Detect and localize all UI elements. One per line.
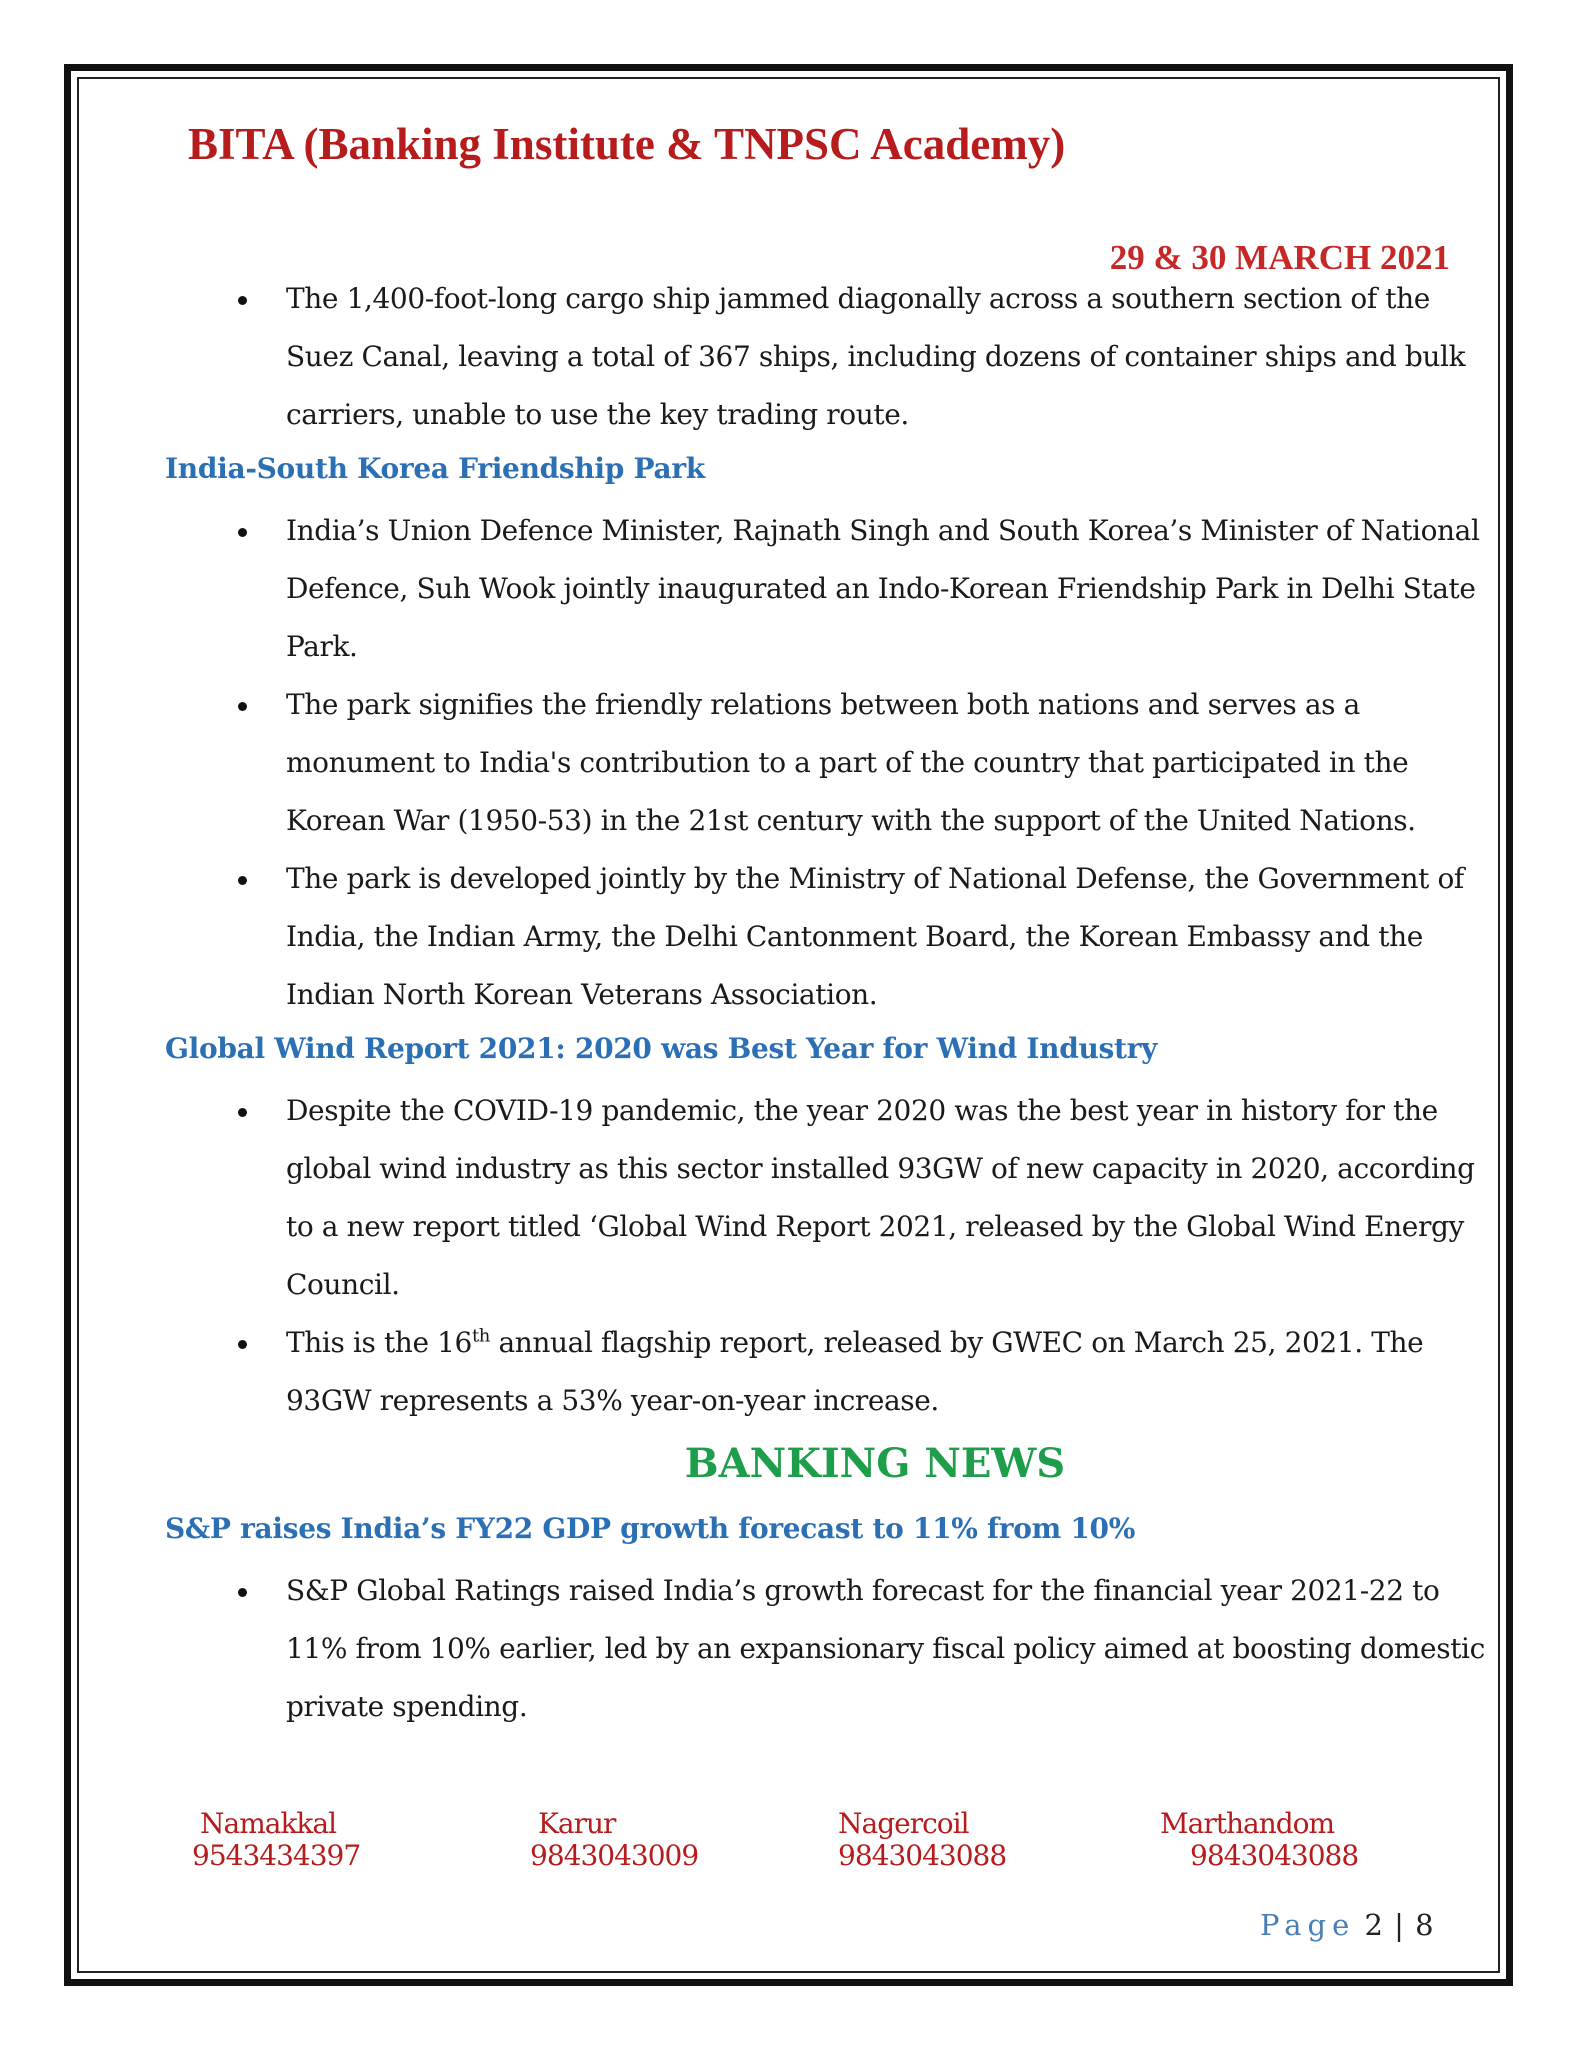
page-separator: |: [1394, 1908, 1406, 1942]
bullet-line: to a new report titled ‘Global Wind Report 2021, released by the Global Wind Energy: [286, 1210, 1464, 1243]
bullet-line: private spending.: [286, 1690, 528, 1723]
branch-city: Marthandom: [1160, 1807, 1335, 1840]
bullet-line: Korean War (1950-53) in the 21st century with the support of the United Nations.: [286, 804, 1416, 837]
bullet-dot: [238, 876, 247, 885]
bullet-flagship-report: [220, 1314, 1470, 1430]
bullet-line: Council.: [286, 1268, 400, 1301]
heading-india-korea-park: India-South Korea Friendship Park: [165, 452, 705, 485]
branch-city: Nagercoil: [838, 1807, 969, 1840]
bullet-line: monument to India's contribution to a part of the country that participated in the: [286, 746, 1409, 779]
bullet-line: Despite the COVID-19 pandemic, the year 2020 was the best year in history for the: [286, 1094, 1438, 1127]
bullet-sp-ratings: [220, 1562, 1485, 1736]
bullet-dot: [238, 1588, 247, 1597]
footer-branch-namakkal: [200, 1808, 336, 1840]
heading-global-wind-report: Global Wind Report 2021: 2020 was Best Year for Wind Industry: [165, 1032, 1158, 1065]
page-total: 8: [1415, 1908, 1436, 1942]
branch-phone: 9843043009: [530, 1839, 699, 1872]
bullet-line: 11% from 10% earlier, led by an expansionary fiscal policy aimed at boosting domestic: [286, 1632, 1485, 1665]
footer-branch-karur: [538, 1808, 615, 1840]
bullet-line: 93GW represents a 53% year-on-year increase.: [286, 1384, 939, 1417]
bullet-dot: [238, 702, 247, 711]
footer-phone-marthandom: [1190, 1840, 1358, 1872]
footer-phone-nagercoil: [838, 1840, 1006, 1872]
branch-phone: 9843043088: [1190, 1839, 1359, 1872]
footer-branch-nagercoil: [838, 1808, 969, 1840]
bullet-line: Indian North Korean Veterans Association.: [286, 978, 878, 1011]
bullet-dot: [238, 1340, 247, 1349]
bullet-line: S&P Global Ratings raised India’s growth forecast for the financial year 2021-22 to: [286, 1574, 1440, 1607]
bullet-line: carriers, unable to use the key trading route.: [286, 398, 909, 431]
bullet-line: Suez Canal, leaving a total of 367 ships, including dozens of container ships and bulk: [286, 340, 1466, 373]
bullet-line: [220, 1314, 1470, 1372]
page-word: Page: [1260, 1908, 1356, 1942]
flagship-text-after: annual flagship report, released by GWEC on March 25, 2021. The: [489, 1326, 1424, 1359]
bullet-wind-best-year: [220, 1082, 1475, 1314]
bullet-line: Defence, Suh Wook jointly inaugurated an Indo-Korean Friendship Park in Delhi State: [286, 572, 1476, 605]
bullet-line: India, the Indian Army, the Delhi Cantonment Board, the Korean Embassy and the: [286, 920, 1423, 953]
footer-phone-namakkal: [192, 1840, 360, 1872]
page-number: [1260, 1908, 1436, 1942]
page-current: 2: [1364, 1908, 1385, 1942]
branch-phone: 9543434397: [192, 1839, 361, 1872]
branch-phone: 9843043088: [838, 1839, 1007, 1872]
footer-phone-karur: [530, 1840, 698, 1872]
bullet-line: The park is developed jointly by the Ministry of National Defense, the Government of: [286, 862, 1464, 895]
branch-city: Karur: [538, 1807, 616, 1840]
bullet-line: The park signifies the friendly relations between both nations and serves as a: [286, 688, 1360, 721]
bullet-dot: [238, 1108, 247, 1117]
bullet-park-inauguration: [220, 502, 1480, 676]
issue-date: 29 & 30 MARCH 2021: [1109, 238, 1450, 277]
bullet-line: The 1,400-foot-long cargo ship jammed diagonally across a southern section of the: [286, 282, 1430, 315]
bullet-line: India’s Union Defence Minister, Rajnath Singh and South Korea’s Minister of National: [286, 514, 1480, 547]
institute-title: BITA (Banking Institute & TNPSC Academy): [188, 119, 1066, 169]
flagship-text-before: This is the 16: [286, 1326, 472, 1359]
bullet-dot: [238, 296, 247, 305]
ordinal-suffix: th: [471, 1325, 490, 1347]
bullet-suez-canal: [220, 270, 1470, 444]
bullet-dot: [238, 528, 247, 537]
bullet-line: global wind industry as this sector installed 93GW of new capacity in 2020, according: [286, 1152, 1475, 1185]
bullet-park-significance: [220, 676, 1470, 850]
heading-sp-gdp-forecast: S&P raises India’s FY22 GDP growth forecast to 11% from 10%: [165, 1512, 1136, 1545]
bullet-park-developers: [220, 850, 1470, 1024]
banking-news-title: BANKING NEWS: [684, 1440, 1066, 1487]
footer-branch-marthandom: [1160, 1808, 1334, 1840]
branch-city: Namakkal: [200, 1807, 337, 1840]
bullet-line: Park.: [286, 630, 358, 663]
